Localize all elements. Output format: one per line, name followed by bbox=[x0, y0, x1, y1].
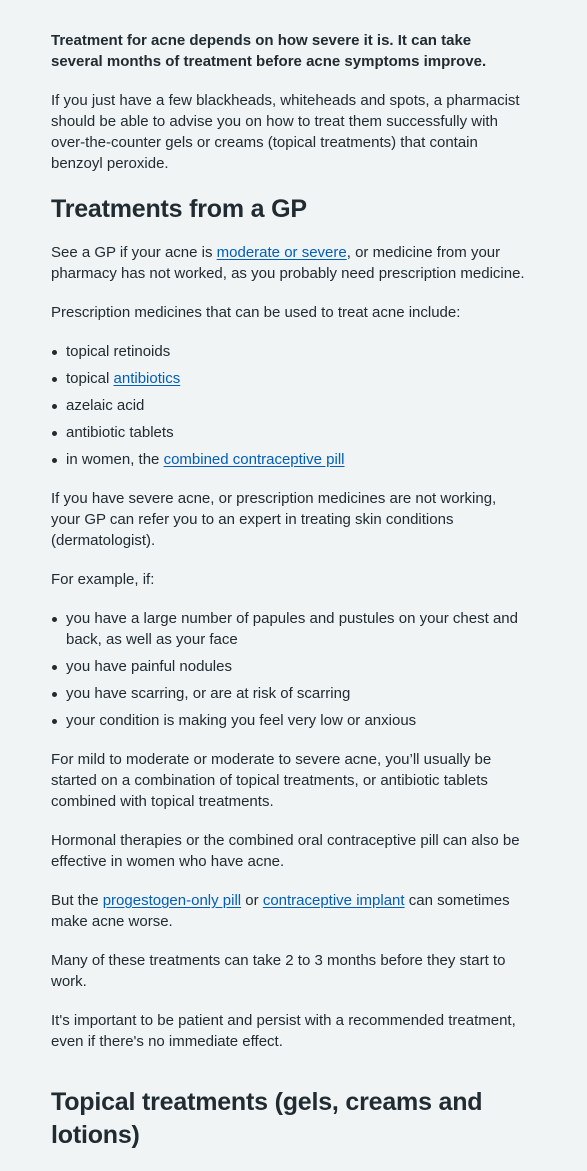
warning-text-end: can sometimes make acne worse. bbox=[51, 892, 510, 930]
list-item: you have scarring, or are at risk of scarring bbox=[51, 683, 526, 704]
list-item-text: topical bbox=[66, 370, 114, 387]
list-item: antibiotic tablets bbox=[51, 422, 526, 443]
moderate-or-severe-link[interactable]: moderate or severe bbox=[216, 244, 347, 261]
intro-lede: Treatment for acne depends on how severe it is. It can take several months of treatment before acne symptoms improve. bbox=[51, 32, 487, 70]
warning-text-mid: or bbox=[241, 892, 263, 909]
intro-paragraph: If you just have a few blackheads, whiteheads and spots, a pharmacist should be able to advise you on how to treat them successfully with over-the-counter gels or creams (topical treatments) that contain benzoyl peroxide. bbox=[51, 92, 520, 172]
topical-treatments-heading: Topical treatments (gels, creams and lotions) bbox=[51, 1088, 483, 1149]
article-content bbox=[51, 30, 526, 1170]
dermatologist-paragraph: If you have severe acne, or prescription medicines are not working, your GP can refer you to an expert in treating skin conditions (dermatologist). bbox=[51, 490, 497, 549]
list-item: topical retinoids bbox=[51, 341, 526, 362]
list-item: your condition is making you feel very low or anxious bbox=[51, 710, 526, 731]
contraceptive-warning-paragraph bbox=[51, 890, 526, 932]
see-gp-text-start: See a GP if your acne is bbox=[51, 244, 217, 261]
see-gp-paragraph bbox=[51, 242, 526, 284]
prescription-intro-paragraph: Prescription medicines that can be used to treat acne include: bbox=[51, 304, 461, 321]
warning-text-start: But the bbox=[51, 892, 103, 909]
combination-treatment-paragraph: For mild to moderate or moderate to severe acne, you’ll usually be started on a combination of topical treatments, or antibiotic tablets combined with topical treatments. bbox=[51, 751, 492, 810]
list-item: you have painful nodules bbox=[51, 656, 526, 677]
combined-contraceptive-pill-link[interactable]: combined contraceptive pill bbox=[163, 451, 345, 468]
list-item bbox=[51, 368, 526, 389]
contraceptive-implant-link[interactable]: contraceptive implant bbox=[262, 892, 405, 909]
treatment-duration-paragraph: Many of these treatments can take 2 to 3 months before they start to work. bbox=[51, 952, 506, 990]
for-example-paragraph: For example, if: bbox=[51, 571, 155, 588]
see-gp-text-end: , or medicine from your pharmacy has not worked, as you probably need prescription medicine. bbox=[51, 244, 525, 282]
progestogen-only-pill-link[interactable]: progestogen-only pill bbox=[102, 892, 242, 909]
list-item-text: in women, the bbox=[66, 451, 164, 468]
gp-treatments-heading: Treatments from a GP bbox=[51, 195, 307, 223]
hormonal-therapies-paragraph: Hormonal therapies or the combined oral contraceptive pill can also be effective in women who have acne. bbox=[51, 832, 520, 870]
list-item: azelaic acid bbox=[51, 395, 526, 416]
list-item: you have a large number of papules and pustules on your chest and back, as well as your face bbox=[51, 608, 526, 650]
antibiotics-link[interactable]: antibiotics bbox=[113, 370, 181, 387]
be-patient-paragraph: It's important to be patient and persist with a recommended treatment, even if there's no immediate effect. bbox=[51, 1012, 516, 1050]
prescription-medicines-list bbox=[51, 341, 526, 470]
list-item bbox=[51, 449, 526, 470]
referral-reasons-list bbox=[51, 608, 526, 731]
